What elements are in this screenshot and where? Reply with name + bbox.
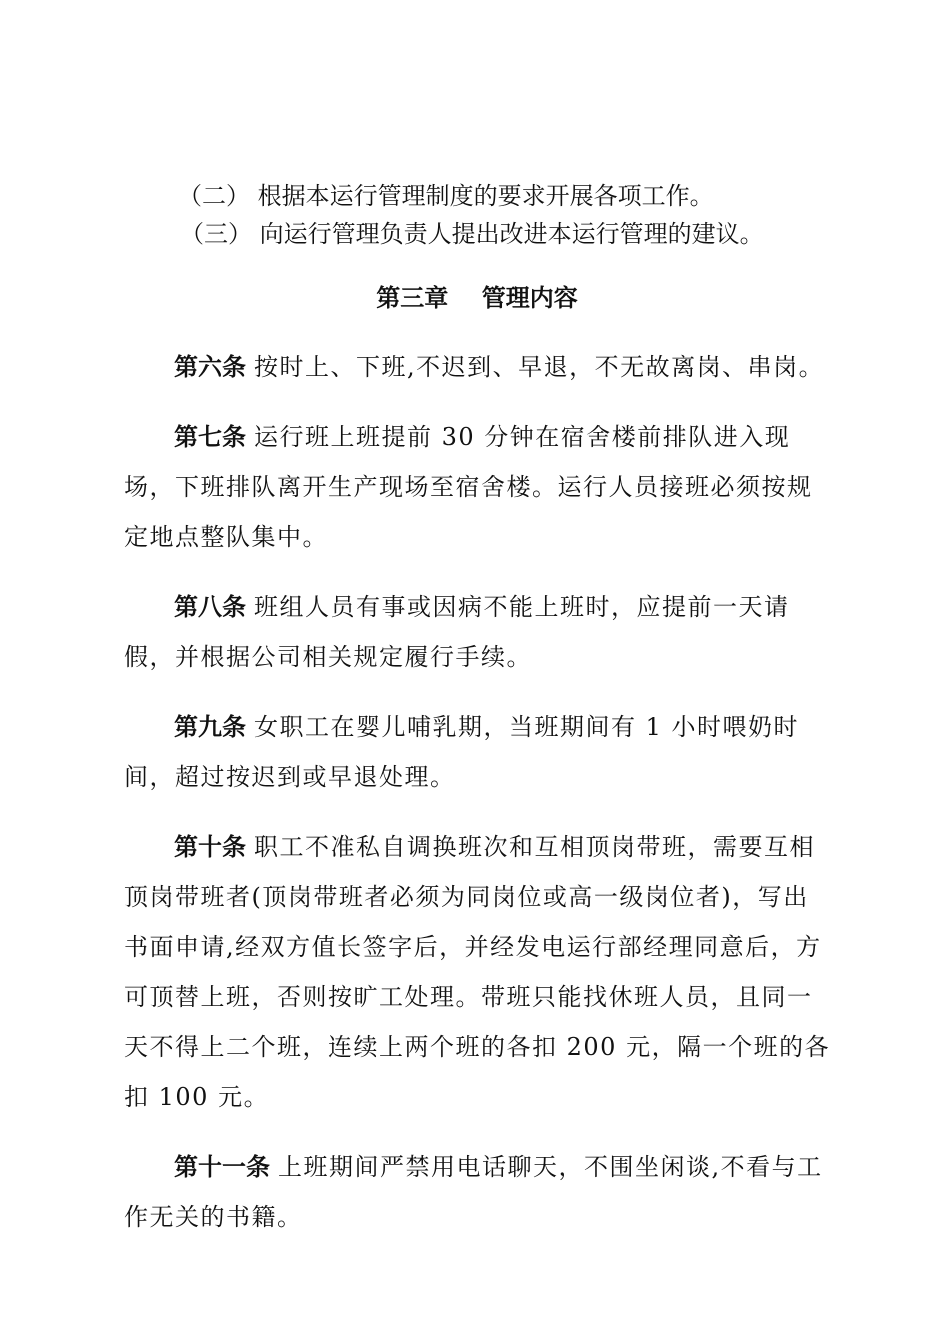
chapter-title: 管理内容 [481,284,578,312]
article-seven [124,412,834,562]
list-item-three [124,216,834,252]
article-six [124,342,834,392]
article-label: 第七条 [174,423,246,451]
list-item-prefix: （三） [180,220,252,248]
article-text: 职工不准私自调换班次和互相顶岗带班，需要互相顶岗带班者(顶岗带班者必须为同岗位或高一级岗位者)，写出书面申请,经双方值长签字后，并经发电运行部经理同意后，方可顶替上班，否则按旷工处理。带班只能找休班人员，且同一天不得上二个班，连续上两个班的各扣 200 元，隔一个班的各扣 100 元。 [124,833,831,1111]
chapter-heading [122,280,832,316]
article-text: 按时上、下班,不迟到、早退，不无故离岗、串岗。 [254,353,825,381]
article-label: 第六条 [174,353,246,381]
article-label: 第十条 [174,833,246,861]
article-eleven [124,1142,834,1242]
article-text: 上班期间严禁用电话聊天，不围坐闲谈,不看与工作无关的书籍。 [124,1153,823,1231]
document-body [124,178,834,1242]
article-nine [124,702,834,802]
article-ten [124,822,834,1122]
article-label: 第九条 [174,713,246,741]
article-label: 第八条 [174,593,246,621]
list-item-two [124,178,834,214]
article-label: 第十一条 [174,1153,270,1181]
article-text: 女职工在婴儿哺乳期，当班期间有 1 小时喂奶时间，超过按迟到或早退处理。 [124,713,800,791]
list-item-text: 向运行管理负责人提出改进本运行管理的建议。 [259,220,764,248]
list-item-text: 根据本运行管理制度的要求开展各项工作。 [257,182,714,210]
article-text: 运行班上班提前 30 分钟在宿舍楼前排队进入现场，下班排队离开生产现场至宿舍楼。运行人员接班必须按规定地点整队集中。 [124,423,813,551]
list-item-prefix: （二） [178,182,250,210]
chapter-number: 第三章 [376,284,449,312]
article-text: 班组人员有事或因病不能上班时，应提前一天请假，并根据公司相关规定履行手续。 [124,593,790,671]
article-eight [124,582,834,682]
